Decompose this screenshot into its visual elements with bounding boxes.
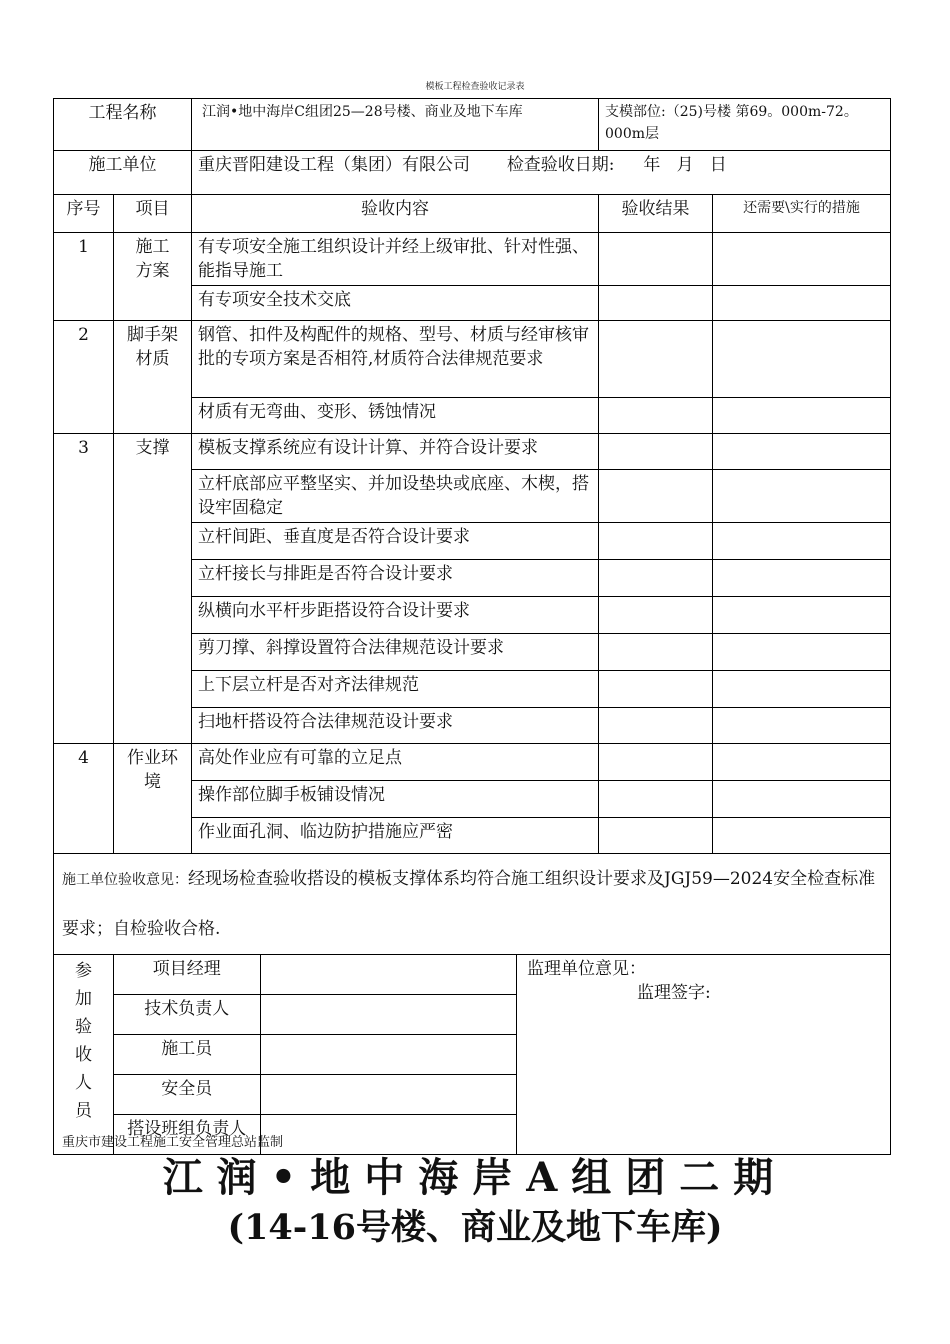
form-header-note: 模板工程检查验收记录表 xyxy=(425,82,525,92)
check-content: 作业面孔洞、临边防护措施应严密 xyxy=(192,818,599,854)
table-row xyxy=(54,321,891,398)
role-project-manager: 项目经理 xyxy=(114,955,260,995)
big-title: 江润•地中海岸A组团二期 xyxy=(162,1154,788,1201)
header-measures: 还需要\实行的措施 xyxy=(713,195,891,233)
footer-note: 重庆市建设工程施工安全管理总站监制 xyxy=(62,1135,284,1150)
check-content: 纵横向水平杆步距搭设符合设计要求 xyxy=(192,597,599,634)
section-2-item-line: 脚手架 xyxy=(127,325,178,345)
table-row xyxy=(54,434,891,470)
section-3-item xyxy=(114,434,192,744)
section-1-no: 1 xyxy=(54,233,114,321)
column-header-row xyxy=(54,195,891,233)
check-content: 操作部位脚手板铺设情况 xyxy=(192,781,599,818)
table-row xyxy=(54,233,891,286)
section-4-no: 4 xyxy=(54,744,114,854)
supervisor-sign-label: 监理签字: xyxy=(637,983,711,1003)
header-item: 项目 xyxy=(114,195,192,233)
check-measures-cell xyxy=(713,597,891,634)
check-result-cell xyxy=(599,560,713,597)
check-measures-cell xyxy=(713,818,891,854)
check-result-cell xyxy=(599,744,713,781)
check-content: 高处作业应有可靠的立足点 xyxy=(192,744,599,781)
inspection-form-table xyxy=(53,98,891,1155)
participants-label-char: 验 xyxy=(75,1017,92,1037)
participants-label-cell xyxy=(54,955,114,1155)
section-1-item xyxy=(114,233,192,321)
section-4-item-line: 境 xyxy=(144,772,161,792)
check-result-cell xyxy=(599,321,713,398)
role-team-lead: 搭设班组负责人 xyxy=(114,1115,260,1155)
role-signature-cell xyxy=(260,995,516,1035)
section-3-item-line: 支撑 xyxy=(135,438,170,458)
section-1-item-line: 施工 xyxy=(135,237,170,257)
section-2-item-line: 材质 xyxy=(135,349,170,369)
check-content: 钢管、扣件及构配件的规格、型号、材质与经审核审批的专项方案是否相符,材质符合法律规范要求 xyxy=(192,321,599,398)
check-result-cell xyxy=(599,671,713,708)
check-result-cell xyxy=(599,523,713,560)
construction-opinion-row xyxy=(54,854,891,955)
participants-label-char: 加 xyxy=(75,989,92,1009)
participants-roles-cell xyxy=(114,955,517,1155)
role-safety-officer: 安全员 xyxy=(114,1075,260,1115)
check-measures-cell xyxy=(713,470,891,523)
header-no: 序号 xyxy=(54,195,114,233)
role-signature-cell xyxy=(260,1115,516,1155)
role-technical-lead: 技术负责人 xyxy=(114,995,260,1035)
check-content: 扫地杆搭设符合法律规范设计要求 xyxy=(192,708,599,744)
check-content: 剪刀撑、斜撑设置符合法律规范设计要求 xyxy=(192,634,599,671)
header-result: 验收结果 xyxy=(599,195,713,233)
check-result-cell xyxy=(599,781,713,818)
check-measures-cell xyxy=(713,744,891,781)
participants-row xyxy=(54,955,891,1155)
check-result-cell xyxy=(599,597,713,634)
project-name-label: 工程名称 xyxy=(54,99,192,151)
big-subtitle: (14-16号楼、商业及地下车库) xyxy=(227,1207,723,1248)
check-measures-cell xyxy=(713,398,891,434)
role-signature-cell xyxy=(260,955,516,995)
check-measures-cell xyxy=(713,708,891,744)
construction-unit-row xyxy=(54,151,891,195)
check-result-cell xyxy=(599,818,713,854)
participants-label-char: 参 xyxy=(75,961,92,981)
role-signature-cell xyxy=(260,1035,516,1075)
participants-label-char: 人 xyxy=(75,1073,92,1093)
section-4-item xyxy=(114,744,192,854)
project-name-row xyxy=(54,99,891,151)
check-measures-cell xyxy=(713,321,891,398)
check-measures-cell xyxy=(713,434,891,470)
check-measures-cell xyxy=(713,671,891,708)
check-content: 模板支撑系统应有设计计算、并符合设计要求 xyxy=(192,434,599,470)
check-content: 立杆底部应平整坚实、并加设垫块或底座、木楔，搭设牢固稳定 xyxy=(192,470,599,523)
check-result-cell xyxy=(599,286,713,321)
check-result-cell xyxy=(599,398,713,434)
section-1-item-line: 方案 xyxy=(135,261,170,281)
check-result-cell xyxy=(599,708,713,744)
check-measures-cell xyxy=(713,560,891,597)
check-measures-cell xyxy=(713,781,891,818)
section-4-item-line: 作业环 xyxy=(127,748,178,768)
construction-unit-cell xyxy=(192,151,891,195)
check-content: 上下层立杆是否对齐法律规范 xyxy=(192,671,599,708)
inspection-date-label: 检查验收日期: xyxy=(506,155,615,175)
check-result-cell xyxy=(599,434,713,470)
role-constructor: 施工员 xyxy=(114,1035,260,1075)
project-name-value: 江润•地中海岸C组团25—28号楼、商业及地下车库 xyxy=(192,99,599,151)
check-measures-cell xyxy=(713,523,891,560)
check-content: 材质有无弯曲、变形、锈蚀情况 xyxy=(192,398,599,434)
role-signature-cell xyxy=(260,1075,516,1115)
section-2-item xyxy=(114,321,192,434)
participants-label-char: 收 xyxy=(75,1045,92,1065)
participants-label-char: 员 xyxy=(75,1101,92,1121)
check-content: 有专项安全技术交底 xyxy=(192,286,599,321)
supervisor-opinion-cell xyxy=(517,955,891,1155)
check-content: 立杆接长与排距是否符合设计要求 xyxy=(192,560,599,597)
section-2-no: 2 xyxy=(54,321,114,434)
construction-company: 重庆晋阳建设工程（集团）有限公司 xyxy=(198,155,470,175)
check-measures-cell xyxy=(713,286,891,321)
supervisor-opinion-label: 监理单位意见： xyxy=(527,959,646,979)
inspection-date-value: 年 月 日 xyxy=(643,155,727,175)
table-row xyxy=(54,744,891,781)
construction-opinion-cell xyxy=(54,854,891,955)
check-result-cell xyxy=(599,233,713,286)
check-content: 立杆间距、垂直度是否符合设计要求 xyxy=(192,523,599,560)
check-content: 有专项安全施工组织设计并经上级审批、针对性强、能指导施工 xyxy=(192,233,599,286)
header-content: 验收内容 xyxy=(192,195,599,233)
construction-opinion-text: 经现场检查验收搭设的模板支撑体系均符合施工组织设计要求及JGJ59—2024安全检查标准要求；自检验收合格. xyxy=(62,869,876,939)
construction-opinion-label: 施工单位验收意见： xyxy=(62,872,188,888)
check-measures-cell xyxy=(713,233,891,286)
participants-roles-table xyxy=(114,955,516,1154)
check-result-cell xyxy=(599,634,713,671)
check-result-cell xyxy=(599,470,713,523)
check-measures-cell xyxy=(713,634,891,671)
construction-unit-label: 施工单位 xyxy=(54,151,192,195)
section-3-no: 3 xyxy=(54,434,114,744)
support-part-value: 支模部位:（25)号楼 第69。000m-72。000m层 xyxy=(599,99,891,151)
